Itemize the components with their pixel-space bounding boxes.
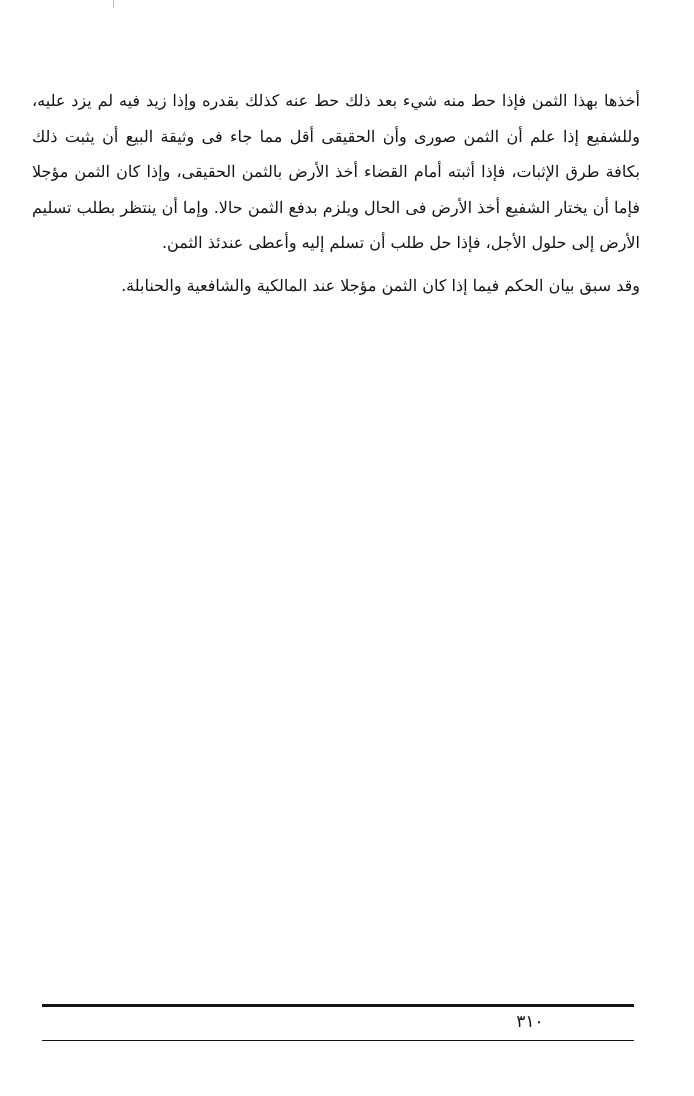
scan-speck: [113, 0, 114, 8]
footer-rule-top: [42, 1004, 634, 1007]
footer-rule-bottom: [42, 1040, 634, 1041]
page-number: ٣١٠: [516, 1012, 544, 1032]
paragraph-1: أخذها بهذا الثمن فإذا حط منه شيء بعد ذلك حط عنه كذلك بقدره وإذا زيد فيه لم يزد عليه، وللشفيع إذا علم أن الثمن صورى وأن الحقيقى أقل مما جاء فى وثيقة البيع أن يثبت ذلك بكافة طرق الإثبات، فإذا أثبته أمام القضاء أخذ الأرض بالثمن الحقيقى، وإذا كان الثمن مؤجلا فإما أن يختار الشفيع أخذ الأرض فى الحال ويلزم بدفع الثمن حالا. وإما أن ينتظر بطلب تسليم الأرض إلى حلول الأجل، فإذا حل طلب أن تسلم إليه وأعطى عندئذ الثمن.: [32, 91, 640, 252]
paragraph-2: وقد سبق بيان الحكم فيما إذا كان الثمن مؤجلا عند المالكية والشافعية والحنابلة.: [121, 275, 640, 295]
body-text: [32, 83, 640, 303]
